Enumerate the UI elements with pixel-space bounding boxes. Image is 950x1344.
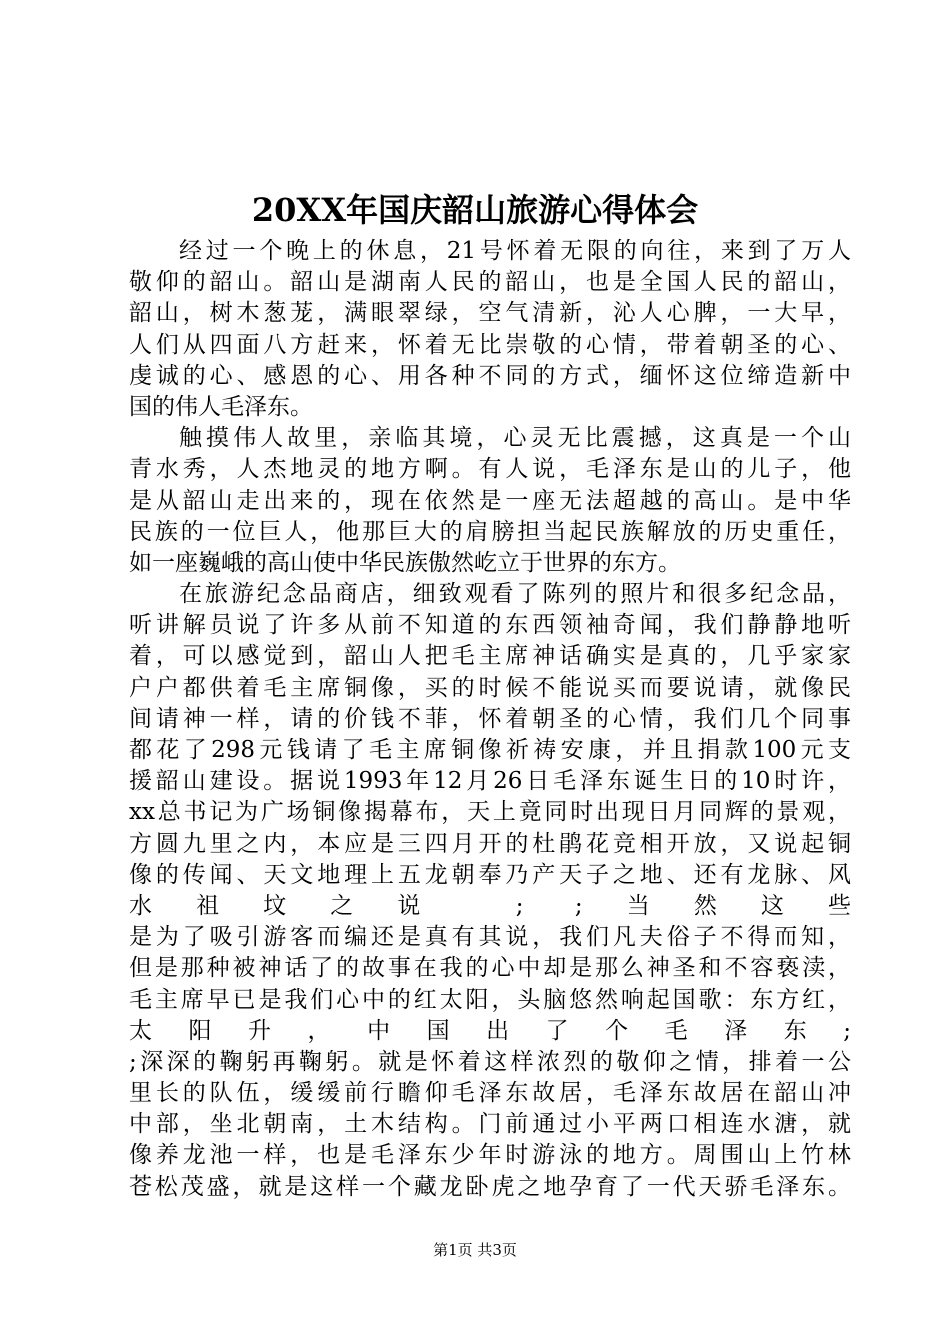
text-line: 都花了298元钱请了毛主席铜像祈祷安康，并且捐款100元支 <box>129 737 851 763</box>
text-line: 敬仰的韶山。韶山是湖南人民的韶山，也是全国人民的韶山， <box>129 269 851 296</box>
document-body <box>129 236 851 1203</box>
text-line: 中部，坐北朝南，土木结构。门前通过小平两口相连水溏，就 <box>129 1111 851 1138</box>
text-line: ;深深的鞠躬再鞠躬。就是怀着这样浓烈的敬仰之情，排着一公 <box>129 1048 851 1075</box>
text-line: 水祖坟之说 ; ;当然这些 <box>129 892 851 919</box>
text-line: 着，可以感觉到，韶山人把毛主席神话确实是真的，几乎家家 <box>129 643 851 670</box>
text-line: 援韶山建设。据说1993年12月26日毛泽东诞生日的10时许， <box>129 768 851 795</box>
text-line: 在旅游纪念品商店，细致观看了陈列的照片和很多纪念品， <box>179 581 851 608</box>
text-line: 青水秀，人杰地灵的地方啊。有人说，毛泽东是山的儿子，他 <box>129 456 851 483</box>
text-line: 户户都供着毛主席铜像，买的时候不能说买而要说请，就像民 <box>129 674 851 701</box>
text-line: 民族的一位巨人，他那巨大的肩膀担当起民族解放的历史重任， <box>129 518 851 545</box>
text-line: 苍松茂盛，就是这样一个藏龙卧虎之地孕育了一代天骄毛泽东。 <box>129 1173 851 1200</box>
text-line: 像的传闻、天文地理上五龙朝奉乃产天子之地、还有龙脉、风 <box>129 861 851 888</box>
text-line: 韶山，树木葱茏，满眼翠绿，空气清新，沁人心脾，一大早， <box>129 300 851 327</box>
text-line: 是为了吸引游客而编还是真有其说，我们凡夫俗子不得而知， <box>129 924 851 951</box>
text-line: 像养龙池一样，也是毛泽东少年时游泳的地方。周围山上竹林 <box>129 1142 851 1169</box>
page-number-footer: 第1页 共3页 <box>433 1241 517 1259</box>
document-title: 20XX年国庆韶山旅游心得体会 <box>251 191 699 229</box>
text-line: 经过一个晚上的休息，21号怀着无限的向往，来到了万人 <box>179 238 851 264</box>
text-line: 人们从四面八方赶来，怀着无比崇敬的心情，带着朝圣的心、 <box>129 331 851 358</box>
text-line: 虔诚的心、感恩的心、用各种不同的方式，缅怀这位缔造新中 <box>129 362 851 389</box>
text-line: 但是那种被神话了的故事在我的心中却是那么神圣和不容亵渎， <box>129 955 851 982</box>
text-line: 里长的队伍，缓缓前行瞻仰毛泽东故居，毛泽东故居在韶山冲 <box>129 1080 851 1107</box>
text-line: 间请神一样，请的价钱不菲，怀着朝圣的心情，我们几个同事 <box>129 705 851 732</box>
text-line: 是从韶山走出来的，现在依然是一座无法超越的高山。是中华 <box>129 487 851 514</box>
text-line: xx总书记为广场铜像揭幕布，天上竟同时出现日月同辉的景观， <box>129 799 851 826</box>
text-line: 听讲解员说了许多从前不知道的东西领袖奇闻，我们静静地听 <box>129 612 851 639</box>
text-line: 国的伟人毛泽东。 <box>129 393 313 420</box>
text-line: 毛主席早已是我们心中的红太阳，头脑悠然响起国歌：东方红， <box>129 986 851 1013</box>
text-line: 触摸伟人故里，亲临其境，心灵无比震撼，这真是一个山 <box>179 425 851 452</box>
text-line: 太 阳 升 ， 中 国 出 了 个 毛 泽 东 ; <box>129 1017 851 1044</box>
text-line: 方圆九里之内，本应是三四月开的杜鹃花竞相开放，又说起铜 <box>129 830 851 857</box>
text-line: 如一座巍峨的高山使中华民族傲然屹立于世界的东方。 <box>129 549 681 576</box>
